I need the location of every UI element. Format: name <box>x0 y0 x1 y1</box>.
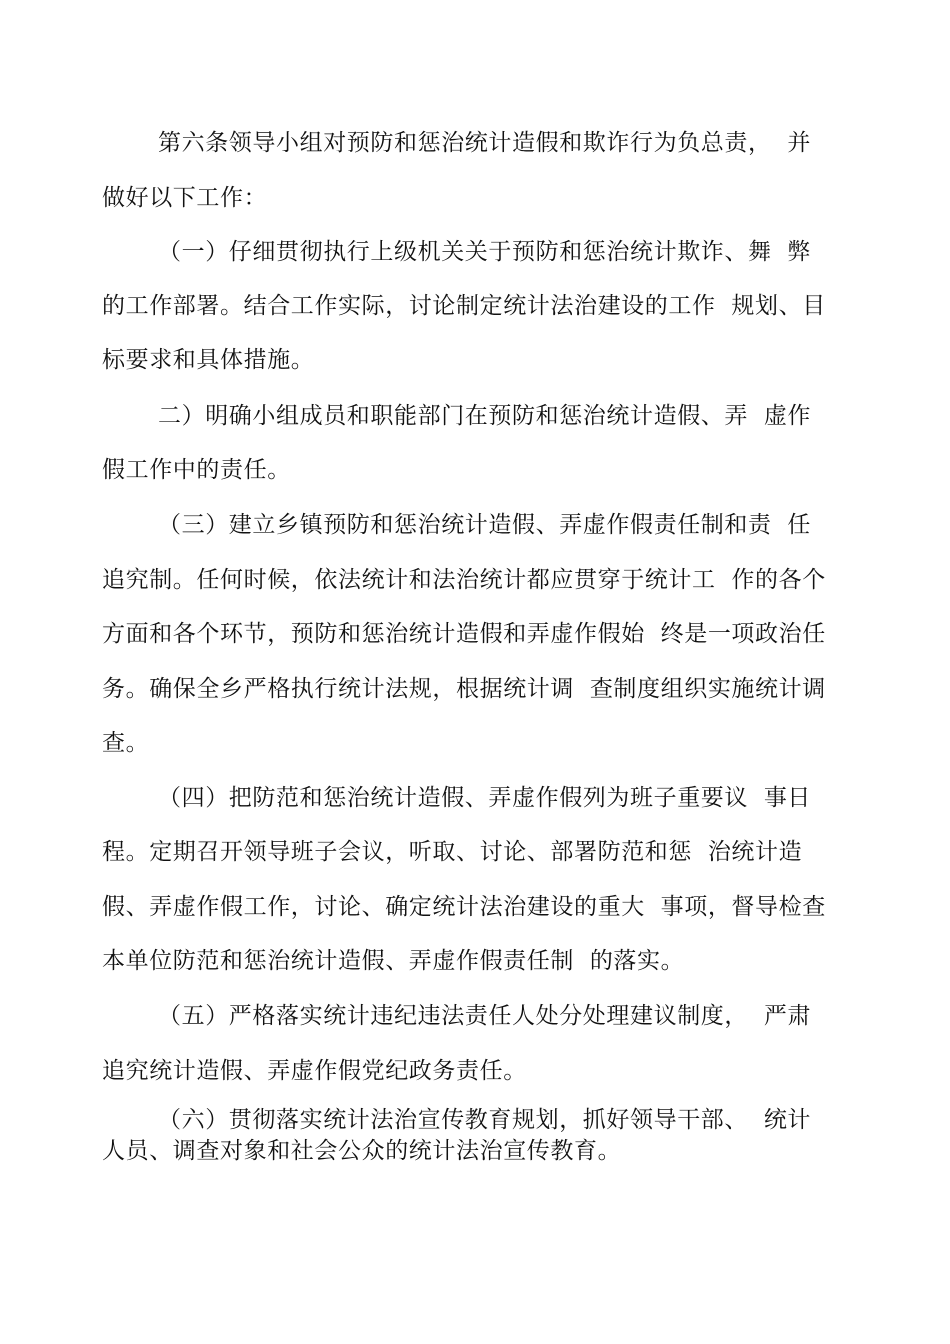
text-line: （四）把防范和惩治统计造假、弄虚作假列为班子重要议 事日 <box>158 785 812 811</box>
text-line: 人员、调查对象和社会公众的统计法治宣传教育。 <box>102 1138 622 1164</box>
text-line: （三）建立乡镇预防和惩治统计造假、弄虚作假责任制和责 任 <box>158 512 812 538</box>
text-line: 标要求和具体措施。 <box>102 347 315 373</box>
text-line: 做好以下工作： <box>102 185 268 211</box>
text-line: 查。 <box>102 730 150 756</box>
text-line: （六）贯彻落实统计法治宣传教育规划，抓好领导干部、 统计 <box>158 1107 812 1133</box>
text-line: 二）明确小组成员和职能部门在预防和惩治统计造假、弄 虚作 <box>158 403 812 429</box>
text-line: 的工作部署。结合工作实际，讨论制定统计法治建设的工作 规划、目 <box>102 293 826 319</box>
text-line: 假、弄虚作假工作，讨论、确定统计法治建设的重大 事项，督导检查 <box>102 894 826 920</box>
text-line: 务。确保全乡严格执行统计法规，根据统计调 查制度组织实施统计调 <box>102 676 826 702</box>
text-line: 方面和各个环节，预防和惩治统计造假和弄虚作假始 终是一项政治任 <box>102 621 826 647</box>
text-line: 本单位防范和惩治统计造假、弄虚作假责任制 的落实。 <box>102 948 685 974</box>
text-line: 追究制。任何时候，依法统计和法治统计都应贯穿于统计工 作的各个 <box>102 567 826 593</box>
text-line: 追究统计造假、弄虚作假党纪政务责任。 <box>102 1058 527 1084</box>
text-line: （五）严格落实统计违纪违法责任人处分处理建议制度， 严肃 <box>158 1003 812 1029</box>
text-line: 假工作中的责任。 <box>102 457 291 483</box>
text-line: 程。定期召开领导班子会议，听取、讨论、部署防范和惩 治统计造 <box>102 839 803 865</box>
text-line: 第六条领导小组对预防和惩治统计造假和欺诈行为负总责， 并 <box>158 130 812 156</box>
text-line: （一）仔细贯彻执行上级机关关于预防和惩治统计欺诈、舞 弊 <box>158 239 812 265</box>
